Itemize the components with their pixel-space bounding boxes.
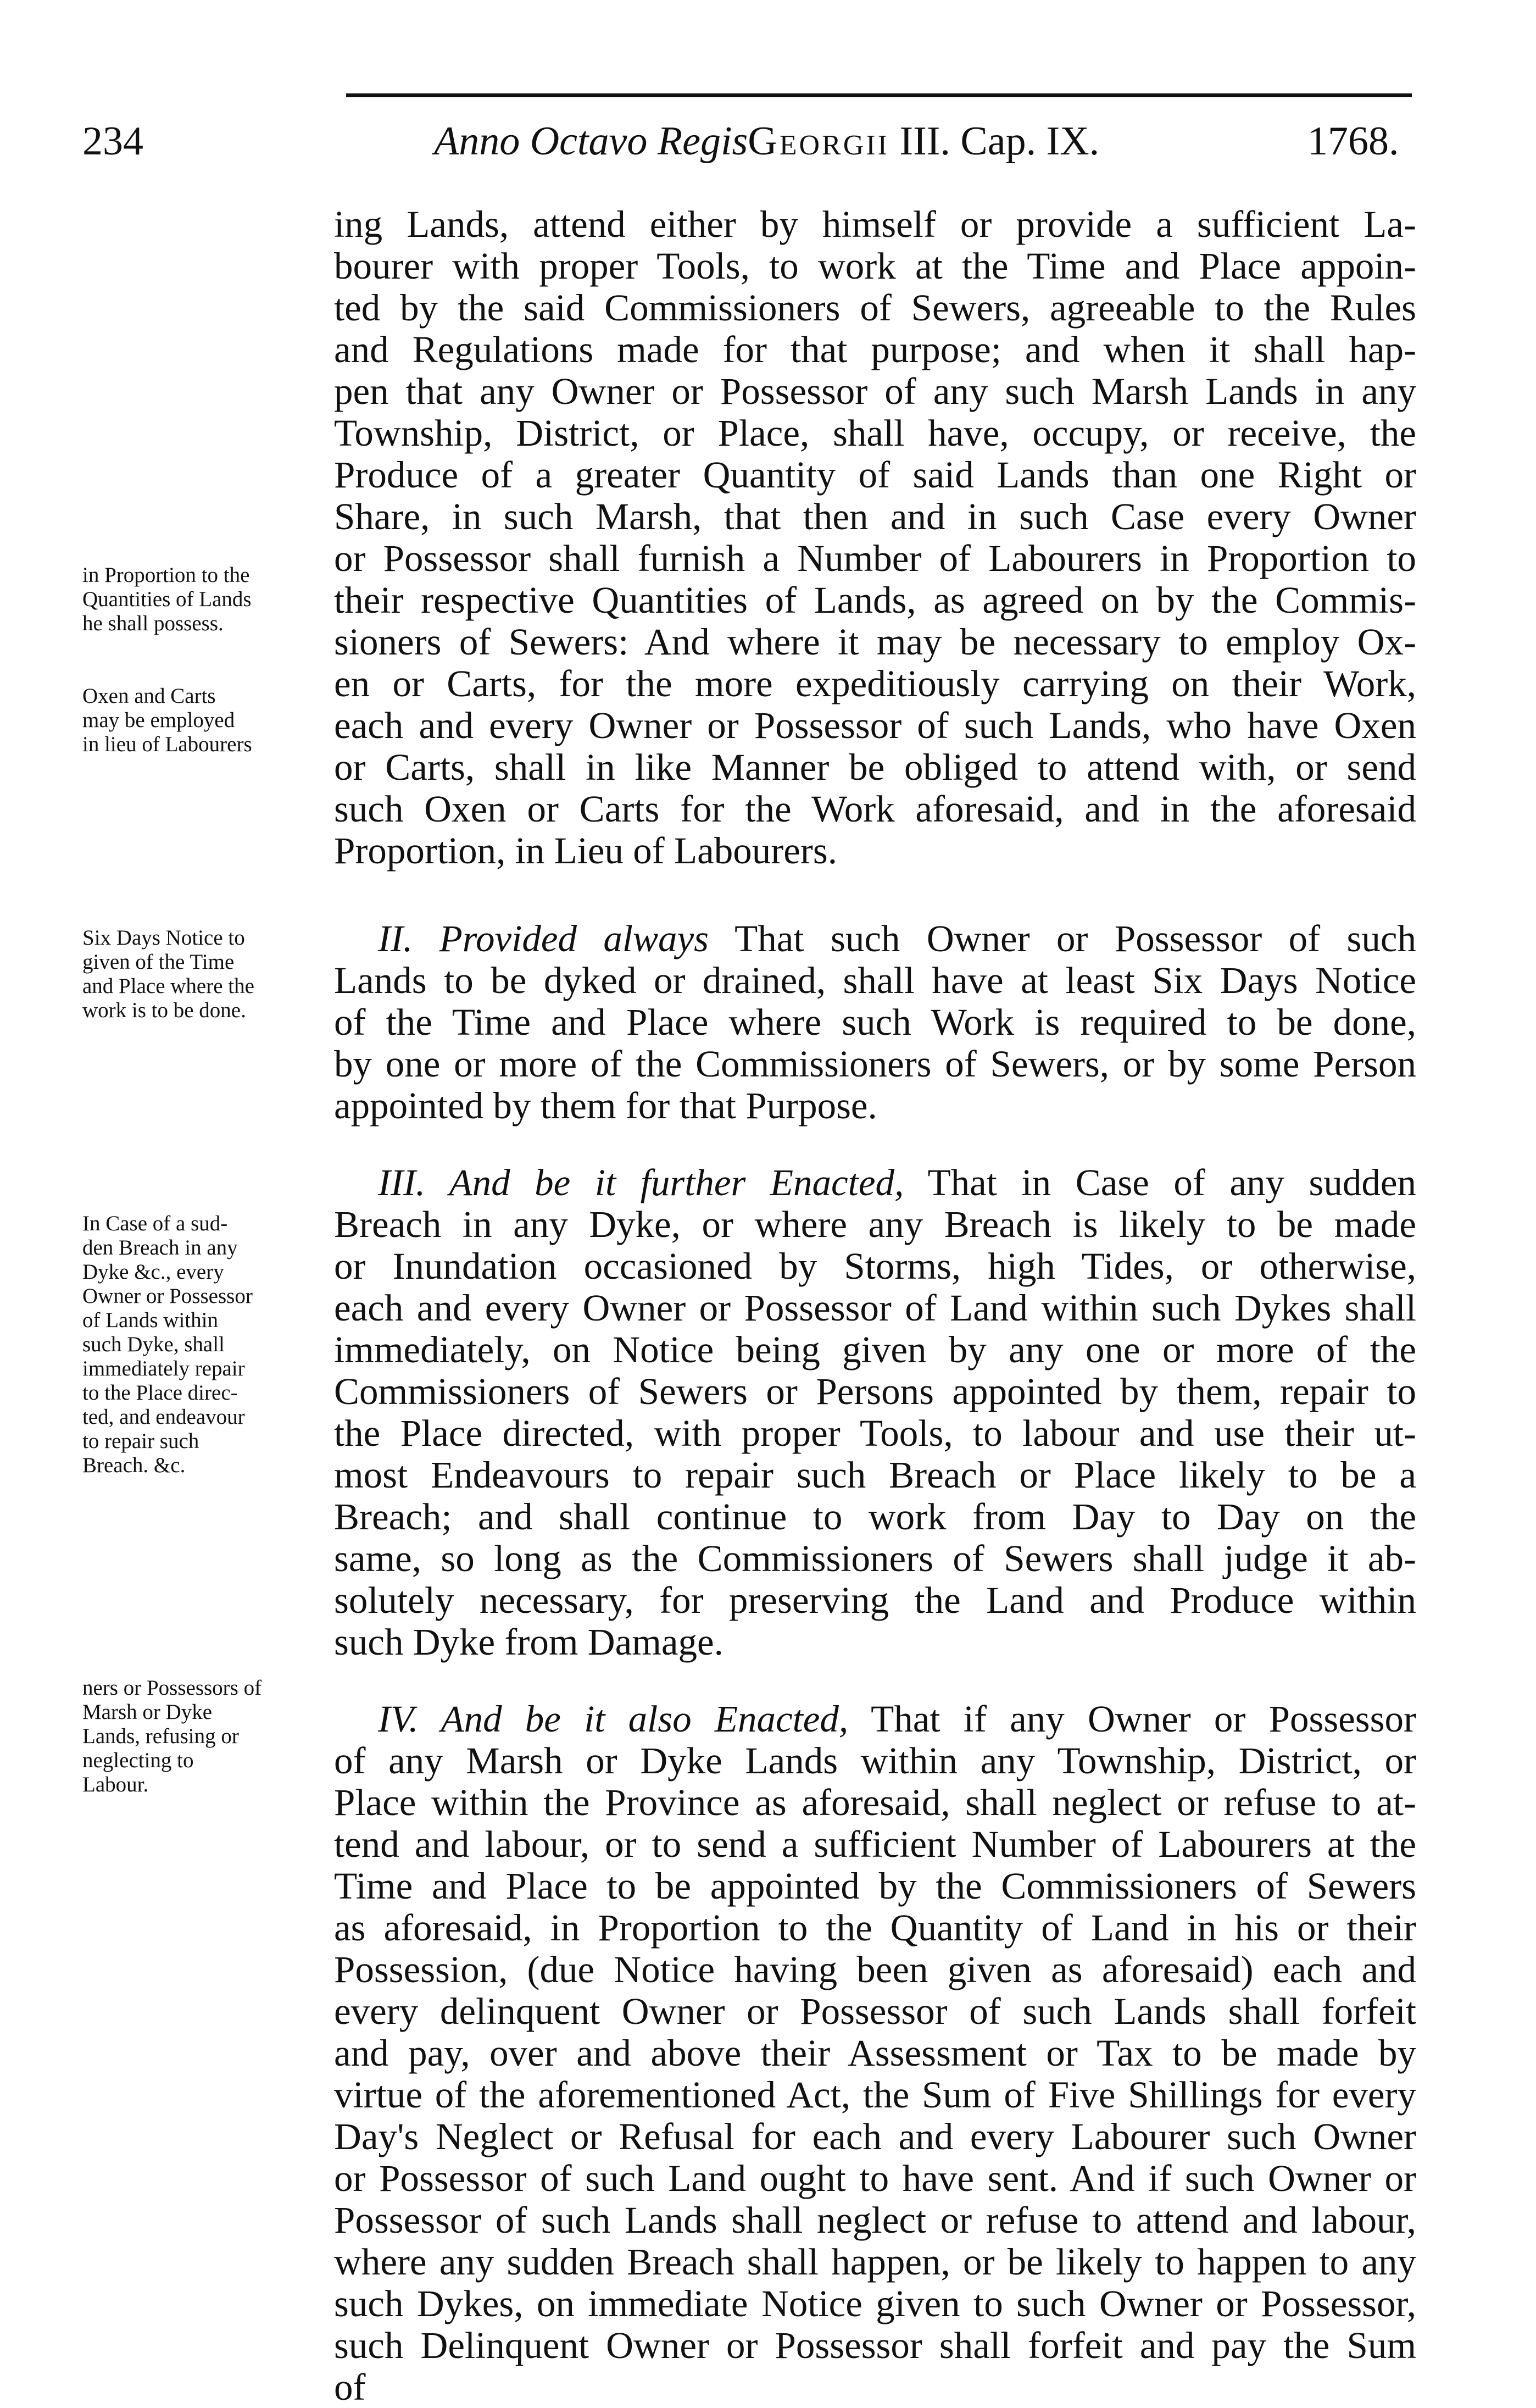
text-line	[334, 537, 1416, 579]
line-text: ted by the said Commissioners of Sewers, agreeable to the Rules	[334, 287, 1416, 329]
text-line	[334, 1949, 1416, 1990]
margin-note-line: Labour.	[82, 1773, 149, 1796]
text-line	[334, 2157, 1416, 2199]
line-text: sioners of Sewers: And where it may be necessary to employ Ox-	[334, 621, 1416, 663]
text-line	[334, 1001, 1416, 1043]
line-text: and pay, over and above their Assessment or Tax to be made by	[334, 2032, 1416, 2074]
running-head-small-caps: Georgii	[748, 119, 889, 164]
margin-note-line: he shall possess.	[82, 612, 224, 635]
margin-note-sudden-breach	[82, 1212, 324, 1478]
text-line	[334, 496, 1416, 537]
line-text: of the Time and Place where such Work is required to be done,	[334, 1001, 1416, 1043]
text-line	[334, 2074, 1416, 2116]
line-text: That in Case of any sudden	[904, 1162, 1416, 1203]
line-text: ing Lands, attend either by himself or provide a sufficient La-	[334, 203, 1416, 245]
margin-note-proportion	[82, 563, 324, 636]
text-line	[334, 1907, 1416, 1949]
main-text	[334, 203, 1416, 2408]
margin-note-line: may be employed	[82, 708, 235, 732]
text-line	[334, 412, 1416, 454]
margin-note-line: Marsh or Dyke	[82, 1700, 213, 1724]
line-text: of	[334, 2366, 366, 2408]
line-text: of any Marsh or Dyke Lands within any Township, District, or	[334, 1740, 1416, 1782]
text-line	[334, 2032, 1416, 2074]
page-header	[0, 118, 1536, 168]
text-line	[334, 1782, 1416, 1823]
section-lead: IV. And be it also Enacted,	[378, 1698, 849, 1740]
paragraph-continuation	[334, 203, 1416, 872]
text-line	[334, 1043, 1416, 1085]
text-line	[334, 579, 1416, 621]
text-line	[334, 1245, 1416, 1287]
text-line	[334, 1329, 1416, 1371]
line-text: Place within the Province as aforesaid, shall neglect or refuse to at-	[334, 1782, 1416, 1823]
margin-note-line: Dyke &c., every	[82, 1260, 224, 1284]
line-text: or Carts, shall in like Manner be obliged to attend with, or send	[334, 746, 1416, 788]
running-head	[434, 118, 1099, 165]
line-text: where any sudden Breach shall happen, or be likely to happen to any	[334, 2241, 1416, 2283]
margin-note-line: work is to be done.	[82, 998, 246, 1022]
line-text: each and every Owner or Possessor of such Lands, who have Oxen	[334, 704, 1416, 746]
margin-note-line: Lands, refusing or	[82, 1724, 239, 1748]
text-line	[334, 746, 1416, 788]
line-text: the Place directed, with proper Tools, to labour and use their ut-	[334, 1412, 1416, 1454]
margin-note-line: neglecting to	[82, 1749, 194, 1772]
margin-note-line: immediately repair	[82, 1357, 245, 1380]
line-text: Possessor of such Lands shall neglect or refuse to attend and labour,	[334, 2199, 1416, 2241]
text-line	[334, 663, 1416, 704]
text-line	[334, 830, 1416, 872]
running-head-chapter: III. Cap. IX.	[899, 119, 1100, 164]
text-line	[334, 1454, 1416, 1496]
text-line	[334, 704, 1416, 746]
line-text: Time and Place to be appointed by the Commissioners of Sewers	[334, 1865, 1416, 1907]
section-lead: II. Provided always	[378, 918, 709, 959]
text-line	[334, 1203, 1416, 1245]
margin-note-line: ners or Possessors of	[82, 1676, 262, 1700]
line-text: pen that any Owner or Possessor of any such Marsh Lands in any	[334, 370, 1416, 412]
text-line	[334, 1496, 1416, 1538]
text-line	[334, 918, 1416, 959]
text-line	[334, 1371, 1416, 1412]
section-lead: III. And be it further Enacted,	[378, 1162, 904, 1203]
line-text: virtue of the aforementioned Act, the Sum of Five Shillings for every	[334, 2074, 1416, 2116]
line-text: appointed by them for that Purpose.	[334, 1085, 877, 1127]
text-line	[334, 2324, 1416, 2366]
text-line	[334, 621, 1416, 663]
text-line	[334, 1865, 1416, 1907]
text-line	[334, 1579, 1416, 1621]
line-text: and Regulations made for that purpose; and when it shall hap-	[334, 329, 1416, 370]
margin-note-line: den Breach in any	[82, 1236, 238, 1260]
line-text: en or Carts, for the more expeditiously carrying on their Work,	[334, 663, 1416, 704]
margin-note-line: In Case of a sud-	[82, 1212, 228, 1235]
line-text: Share, in such Marsh, that then and in such Case every Owner	[334, 496, 1416, 537]
text-line	[334, 203, 1416, 245]
line-text: Commissioners of Sewers or Persons appointed by them, repair to	[334, 1371, 1416, 1412]
margin-note-line: such Dyke, shall	[82, 1333, 225, 1356]
margin-note-six-days-notice	[82, 926, 324, 1023]
line-text: or Inundation occasioned by Storms, high Tides, or otherwise,	[334, 1245, 1416, 1287]
text-line	[334, 2116, 1416, 2157]
line-text: Breach in any Dyke, or where any Breach is likely to be made	[334, 1203, 1416, 1245]
header-rule	[346, 93, 1412, 97]
margin-note-line: to the Place direc-	[82, 1381, 238, 1405]
line-text: such Delinquent Owner or Possessor shall forfeit and pay the Sum	[334, 2324, 1416, 2366]
text-line	[334, 287, 1416, 329]
line-text: That if any Owner or Possessor	[848, 1698, 1416, 1740]
margin-note-line: to repair such	[82, 1429, 199, 1453]
line-text: same, so long as the Commissioners of Sewers shall judge it ab-	[334, 1538, 1416, 1579]
margin-note-line: and Place where the	[82, 974, 254, 998]
line-text: Township, District, or Place, shall have, occupy, or receive, the	[334, 412, 1416, 454]
text-line	[334, 1162, 1416, 1203]
line-text: immediately, on Notice being given by any one or more of the	[334, 1329, 1416, 1371]
line-text: Lands to be dyked or drained, shall have at least Six Days Notice	[334, 959, 1416, 1001]
text-line	[334, 1823, 1416, 1865]
page-year: 1768.	[1307, 119, 1399, 164]
text-line	[334, 1621, 1416, 1663]
text-line	[334, 370, 1416, 412]
line-text: such Dykes, on immediate Notice given to such Owner or Possessor,	[334, 2283, 1416, 2324]
margin-note-oxen-carts	[82, 684, 324, 757]
margin-note-line: Oxen and Carts	[82, 684, 216, 708]
page-number: 234	[82, 119, 143, 164]
text-line	[334, 959, 1416, 1001]
line-text: by one or more of the Commissioners of Sewers, or by some Person	[334, 1043, 1416, 1085]
line-text: every delinquent Owner or Possessor of such Lands shall forfeit	[334, 1990, 1416, 2032]
text-line	[334, 245, 1416, 287]
margin-note-line: Owner or Possessor	[82, 1284, 253, 1308]
line-text: bourer with proper Tools, to work at the Time and Place appoin-	[334, 245, 1416, 287]
line-text: solutely necessary, for preserving the Land and Produce within	[334, 1579, 1416, 1621]
line-text: Breach; and shall continue to work from Day to Day on the	[334, 1496, 1416, 1538]
line-text: or Possessor shall furnish a Number of Labourers in Proportion to	[334, 537, 1416, 579]
text-line	[334, 1085, 1416, 1127]
text-line	[334, 2283, 1416, 2324]
text-line	[334, 1698, 1416, 1740]
margin-note-line: ted, and endeavour	[82, 1405, 245, 1429]
line-text: That such Owner or Possessor of such	[709, 918, 1416, 959]
margin-note-line: of Lands within	[82, 1308, 218, 1332]
section-ii	[334, 918, 1416, 1127]
text-line	[334, 2241, 1416, 2283]
margin-note-refusing-labour	[82, 1676, 324, 1797]
line-text: or Possessor of such Land ought to have sent. And if such Owner or	[334, 2157, 1416, 2199]
text-line	[334, 788, 1416, 830]
line-text: their respective Quantities of Lands, as agreed on by the Commis-	[334, 579, 1416, 621]
line-text: most Endeavours to repair such Breach or Place likely to be a	[334, 1454, 1416, 1496]
text-line	[334, 1740, 1416, 1782]
text-line	[334, 1412, 1416, 1454]
line-text: such Dyke from Damage.	[334, 1621, 724, 1663]
line-text: each and every Owner or Possessor of Land within such Dykes shall	[334, 1287, 1416, 1329]
line-text: as aforesaid, in Proportion to the Quantity of Land in his or their	[334, 1907, 1416, 1949]
running-head-italic: Anno Octavo Regis	[434, 119, 748, 164]
margin-note-line: given of the Time	[82, 950, 235, 974]
section-iv	[334, 1698, 1416, 2408]
text-line	[334, 1990, 1416, 2032]
margin-note-line: in Proportion to the	[82, 563, 250, 587]
text-line	[334, 454, 1416, 496]
text-line	[334, 2199, 1416, 2241]
text-line	[334, 329, 1416, 370]
margin-note-line: Quantities of Lands	[82, 587, 252, 611]
text-line	[334, 1287, 1416, 1329]
text-line	[334, 2366, 1416, 2408]
margin-note-line: Breach. &c.	[82, 1453, 186, 1477]
line-text: Possession, (due Notice having been given as aforesaid) each and	[334, 1949, 1416, 1990]
line-text: such Oxen or Carts for the Work aforesaid, and in the aforesaid	[334, 788, 1416, 830]
section-iii	[334, 1162, 1416, 1663]
line-text: Proportion, in Lieu of Labourers.	[334, 830, 837, 872]
margin-note-line: in lieu of Labourers	[82, 733, 252, 756]
text-line	[334, 1538, 1416, 1579]
line-text: Produce of a greater Quantity of said Lands than one Right or	[334, 454, 1416, 496]
margin-note-line: Six Days Notice to	[82, 926, 245, 950]
line-text: tend and labour, or to send a sufficient Number of Labourers at the	[334, 1823, 1416, 1865]
line-text: Day's Neglect or Refusal for each and every Labourer such Owner	[334, 2116, 1416, 2157]
